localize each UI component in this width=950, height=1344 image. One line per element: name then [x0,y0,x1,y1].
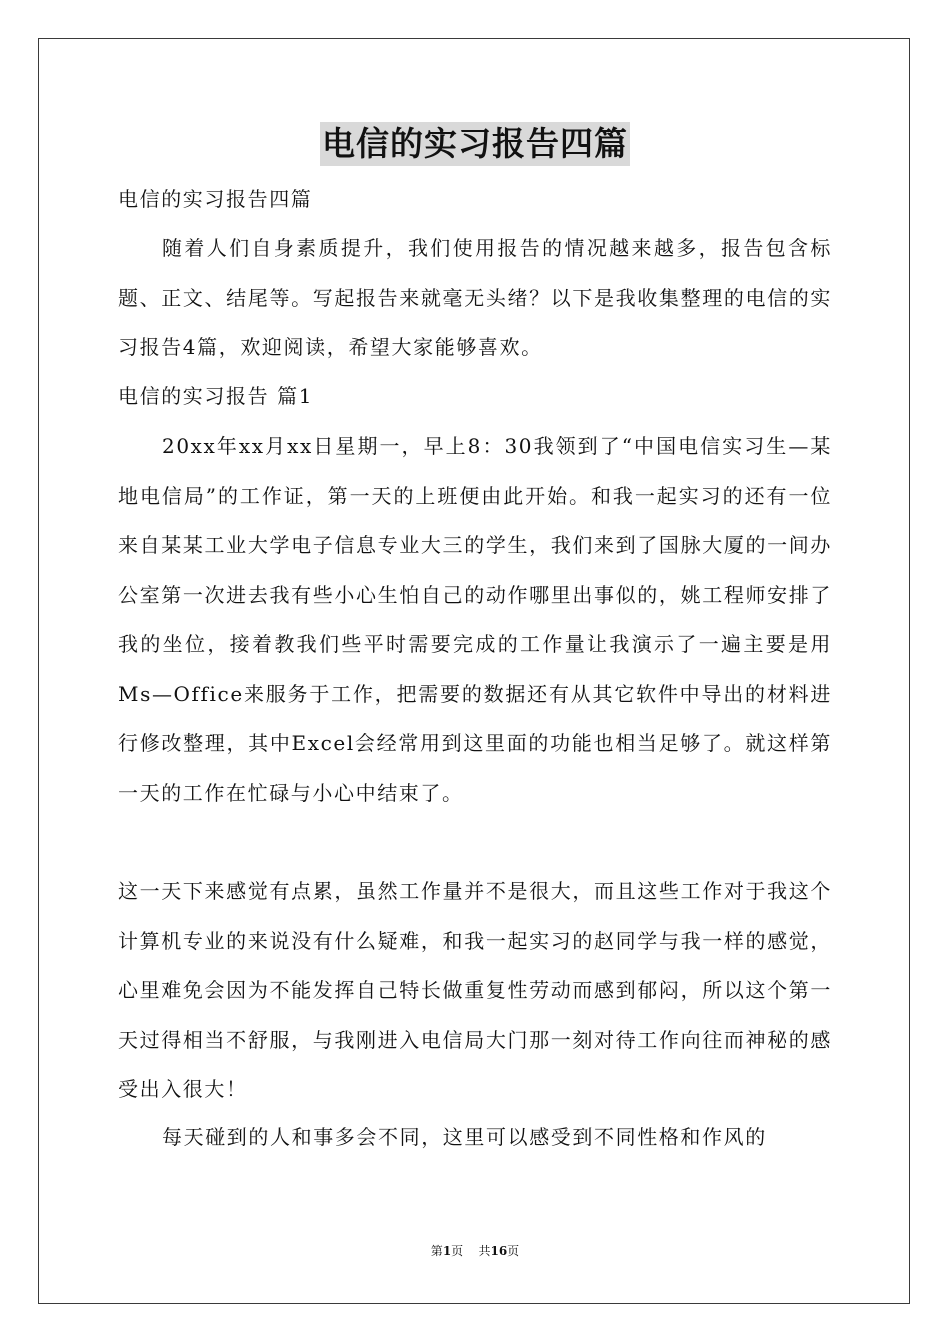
footer-total-suffix: 页 [507,1244,520,1258]
subtitle: 电信的实习报告四篇 [118,187,313,211]
footer-page-number: 1 [442,1244,452,1258]
footer-page-prefix: 第 [430,1244,443,1258]
body-paragraph-3: 每天碰到的人和事多会不同，这里可以感受到不同性格和作风的 [162,1125,767,1149]
section-heading: 电信的实习报告 篇1 [118,384,314,408]
body-paragraph-1: 20xx年xx月xx日星期一，早上8：30我领到了“中国电信实习生—某地电信局”的工作证，第一天的上班便由此开始。和我一起实习的还有一位来自某某工业大学电子信息专业大三的学生，我们来到了国脉大厦的一间办公室第一次进去我有些小心生怕自己的动作哪里出事似的，姚工程师安排了我的坐位，接着教我们些平时需要完成的工作量让我演示了一遍主要是用Ms—Office来服务于工作，把需要的数据还有从其它软件中导出的材料进行修改整理，其中Excel会经常用到这里面的功能也相当足够了。就这样第一天的工作在忙碌与小心中结束了。 [118,434,832,805]
document-title-text: 电信的实习报告四篇 [320,122,630,166]
body-paragraph-2: 这一天下来感觉有点累，虽然工作量并不是很大，而且这些工作对于我这个计算机专业的来说没有什么疑难，和我一起实习的赵同学与我一样的感觉，心里难免会因为不能发挥自己特长做重复性劳动而感到郁闷，所以这个第一天过得相当不舒服，与我刚进入电信局大门那一刻对待工作向往而神秘的感受出入很大！ [118,879,832,1101]
intro-paragraph: 随着人们自身素质提升，我们使用报告的情况越来越多，报告包含标题、正文、结尾等。写起报告来就毫无头绪？以下是我收集整理的电信的实习报告4篇，欢迎阅读，希望大家能够喜欢。 [118,236,832,359]
page-footer [0,1243,950,1259]
document-title [0,122,950,166]
footer-total-pages: 16 [490,1244,508,1258]
footer-total-prefix: 共 [478,1244,491,1258]
footer-page-suffix: 页 [451,1244,464,1258]
